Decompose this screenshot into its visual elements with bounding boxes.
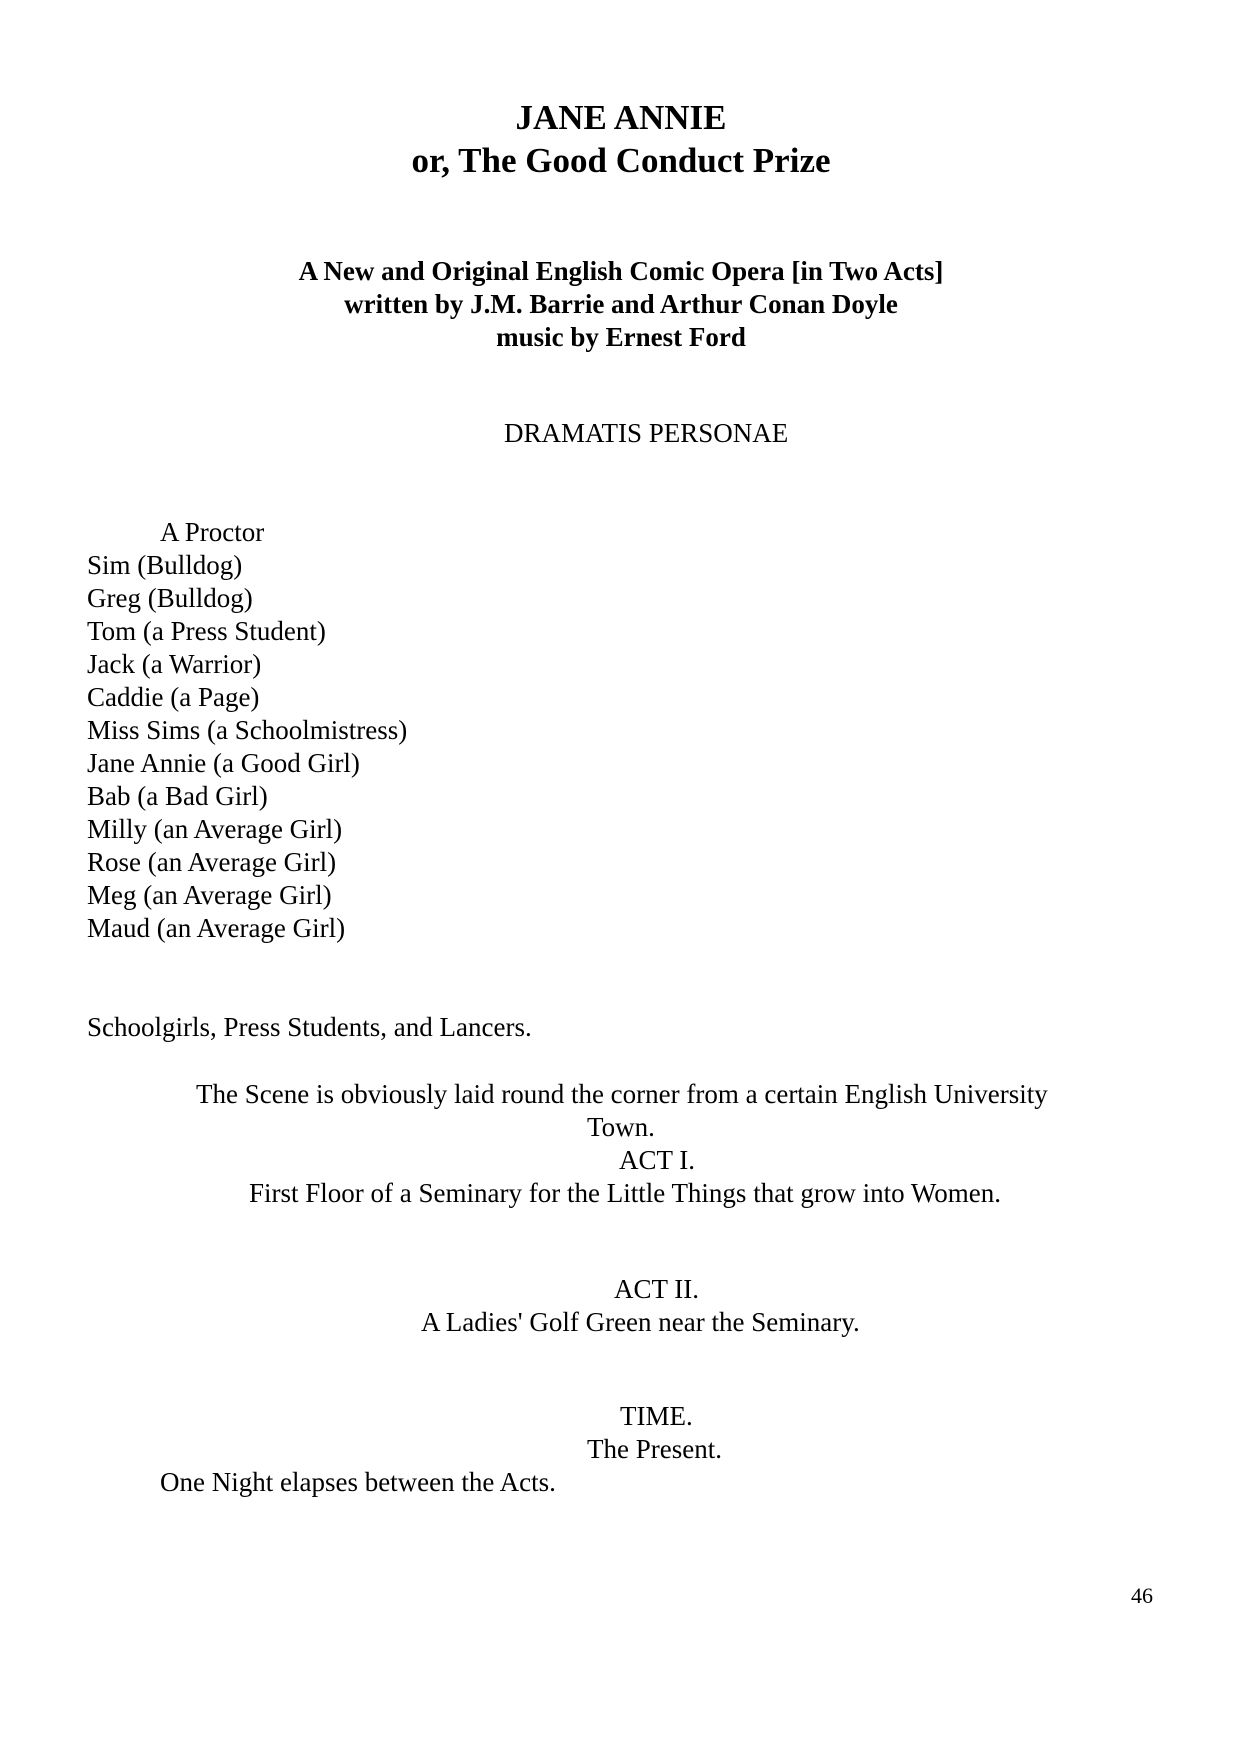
time-heading: TIME. <box>620 1401 693 1431</box>
time-value: The Present. <box>587 1434 722 1464</box>
cast-member: A Proctor <box>160 517 265 547</box>
cast-member: Meg (an Average Girl) <box>87 880 332 910</box>
title-line-2: or, The Good Conduct Prize <box>411 141 831 180</box>
subtitle-block <box>0 255 1242 354</box>
subtitle-line-2: written by J.M. Barrie and Arthur Conan Doyle <box>344 289 898 319</box>
subtitle-line-3: music by Ernest Ford <box>496 322 746 352</box>
cast-member: Milly (an Average Girl) <box>87 814 343 844</box>
title-line-1: JANE ANNIE <box>515 98 727 137</box>
interval-note: One Night elapses between the Acts. <box>160 1467 556 1497</box>
scene-description-line-1: The Scene is obviously laid round the corner from a certain English University <box>196 1079 1048 1109</box>
cast-member: Rose (an Average Girl) <box>87 847 337 877</box>
cast-member: Greg (Bulldog) <box>87 583 253 613</box>
act-1-heading: ACT I. <box>619 1145 696 1175</box>
dramatis-personae-heading: DRAMATIS PERSONAE <box>504 418 789 448</box>
act-1-description: First Floor of a Seminary for the Little Things that grow into Women. <box>249 1178 1001 1208</box>
page-number: 46 <box>1131 1583 1153 1608</box>
cast-member: Jack (a Warrior) <box>87 649 262 679</box>
chorus-line: Schoolgirls, Press Students, and Lancers. <box>87 1012 532 1042</box>
subtitle-line-1: A New and Original English Comic Opera [in Two Acts] <box>298 256 944 286</box>
cast-member: Caddie (a Page) <box>87 682 260 712</box>
cast-member: Tom (a Press Student) <box>87 616 326 646</box>
cast-member: Sim (Bulldog) <box>87 550 243 580</box>
cast-member: Jane Annie (a Good Girl) <box>87 748 360 778</box>
page-title <box>0 96 1242 182</box>
act-2-description: A Ladies' Golf Green near the Seminary. <box>421 1307 860 1337</box>
cast-member: Miss Sims (a Schoolmistress) <box>87 715 408 745</box>
cast-list <box>87 516 407 945</box>
scene-description-line-2: Town. <box>587 1112 655 1142</box>
cast-member: Bab (a Bad Girl) <box>87 781 268 811</box>
act-2-heading: ACT II. <box>614 1274 699 1304</box>
cast-member: Maud (an Average Girl) <box>87 913 346 943</box>
